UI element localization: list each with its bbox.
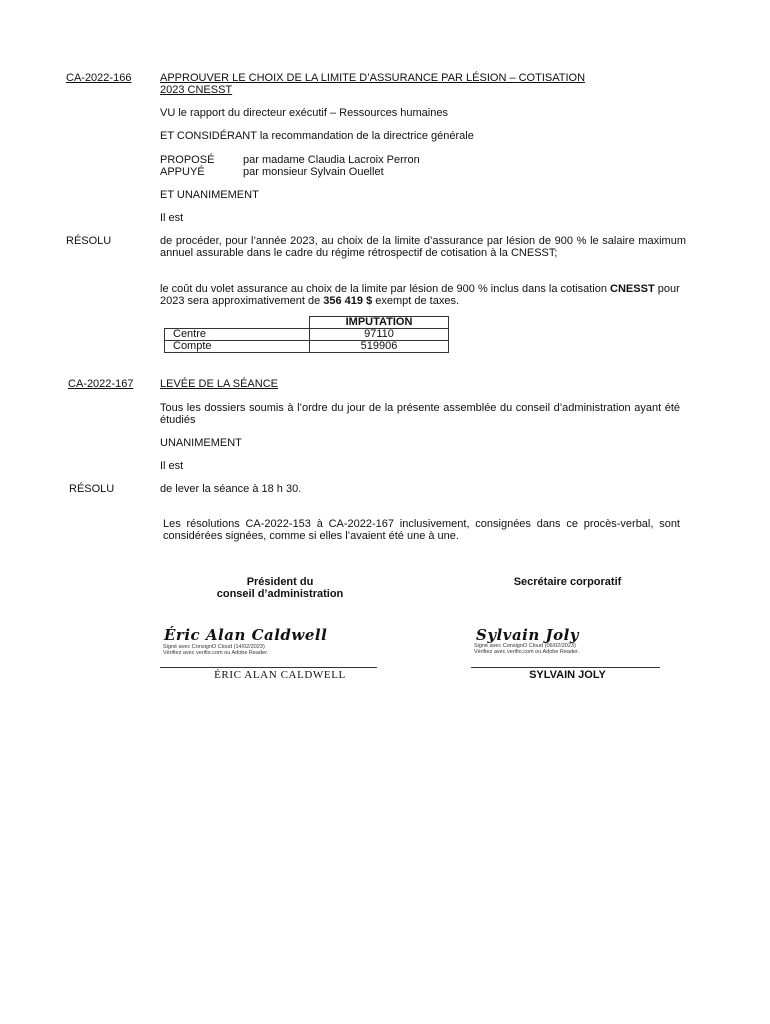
signed-stamp-left-line1: Signé avec ConsignO Cloud (14/02/2023) <box>163 644 265 650</box>
appuye-label: APPUYÉ <box>160 166 205 178</box>
cout-amount: 356 419 $ <box>323 295 373 307</box>
signatory-left-role-line2: conseil d’administration <box>216 588 344 600</box>
cout-part3: exempt de taxes. <box>372 295 460 307</box>
signature-right: Sylvain Joly <box>476 626 580 644</box>
signed-stamp-left <box>163 644 268 656</box>
signatory-right-role: Secrétaire corporatif <box>513 576 622 588</box>
imputation-table <box>164 316 449 353</box>
resolu-label-167: RÉSOLU <box>69 483 115 495</box>
imputation-value-centre: 97110 <box>310 329 449 341</box>
signed-stamp-left-line2: Vérifiez avec verifio.com ou Adobe Reader. <box>163 650 269 656</box>
cout-part2: pour 2023 sera approximativement de <box>160 283 680 307</box>
signed-stamp-right <box>474 643 579 655</box>
imputation-value-compte: 519906 <box>310 341 449 353</box>
imputation-label-centre: Centre <box>165 329 310 341</box>
propose-value: par madame Claudia Lacroix Perron <box>243 154 420 166</box>
dossiers-paragraph: Tous les dossiers soumis à l’ordre du jour de la présente assemblée du conseil d’administration ayant été étudiés <box>160 402 680 426</box>
resolution-title-166-line1: APPROUVER LE CHOIX DE LA LIMITE D’ASSURANCE PAR LÉSION – COTISATION <box>160 72 586 84</box>
resolu-text-167: de lever la séance à 18 h 30. <box>160 483 302 495</box>
signed-stamp-right-line1: Signé avec ConsignO Cloud (06/02/2023) <box>474 643 576 649</box>
imputation-label-compte: Compte <box>165 341 310 353</box>
table-row <box>165 341 449 353</box>
resolution-title-166 <box>160 72 660 96</box>
resolu-label-166: RÉSOLU <box>66 235 112 247</box>
table-row <box>165 329 449 341</box>
cout-bold-cnesst: CNESST <box>610 283 655 295</box>
closing-paragraph: Les résolutions CA-2022-153 à CA-2022-167 inclusivement, consignées dans ce procès-verbal, sont considérées signées, comme si elles l’avaient été une à une. <box>163 518 680 542</box>
resolu-text-166: de procéder, pour l’année 2023, au choix de la limite d’assurance par lésion de 900 % le salaire maximum annuel assurable dans le cadre du régime rétrospectif de cotisation à la CNESST; <box>160 235 686 259</box>
unanimement-167: UNANIMEMENT <box>160 437 242 449</box>
signatory-left-name: ÉRIC ALAN CALDWELL <box>214 669 346 681</box>
resolution-title-166-line2: 2023 CNESST <box>160 84 233 96</box>
il-est-166: Il est <box>160 212 184 224</box>
resolution-number-166: CA-2022-166 <box>66 72 132 84</box>
cout-paragraph <box>160 283 686 307</box>
signature-line-right <box>471 667 660 668</box>
propose-label: PROPOSÉ <box>160 154 215 166</box>
vu-paragraph: VU le rapport du directeur exécutif – Ressources humaines <box>160 107 448 119</box>
resolution-title-167: LEVÉE DE LA SÉANCE <box>160 378 278 390</box>
considerant-paragraph: ET CONSIDÉRANT la recommandation de la directrice générale <box>160 130 474 142</box>
signed-stamp-right-line2: Vérifiez avec verifio.com ou Adobe Reader. <box>474 649 580 655</box>
unanimement-166: ET UNANIMEMENT <box>160 189 259 201</box>
resolution-number-167: CA-2022-167 <box>68 378 134 390</box>
signatory-left-role-line1: Président du <box>246 576 314 588</box>
appuye-value: par monsieur Sylvain Ouellet <box>243 166 384 178</box>
signature-left: Éric Alan Caldwell <box>164 626 328 644</box>
signatory-right-name: SYLVAIN JOLY <box>529 669 606 681</box>
signatory-left-role <box>160 576 400 600</box>
table-row <box>165 317 449 329</box>
cout-part1: le coût du volet assurance au choix de la limite par lésion de 900 % inclus dans la cotisation <box>160 283 607 295</box>
signature-line-left <box>160 667 377 668</box>
il-est-167: Il est <box>160 460 184 472</box>
imputation-header: IMPUTATION <box>310 317 449 329</box>
